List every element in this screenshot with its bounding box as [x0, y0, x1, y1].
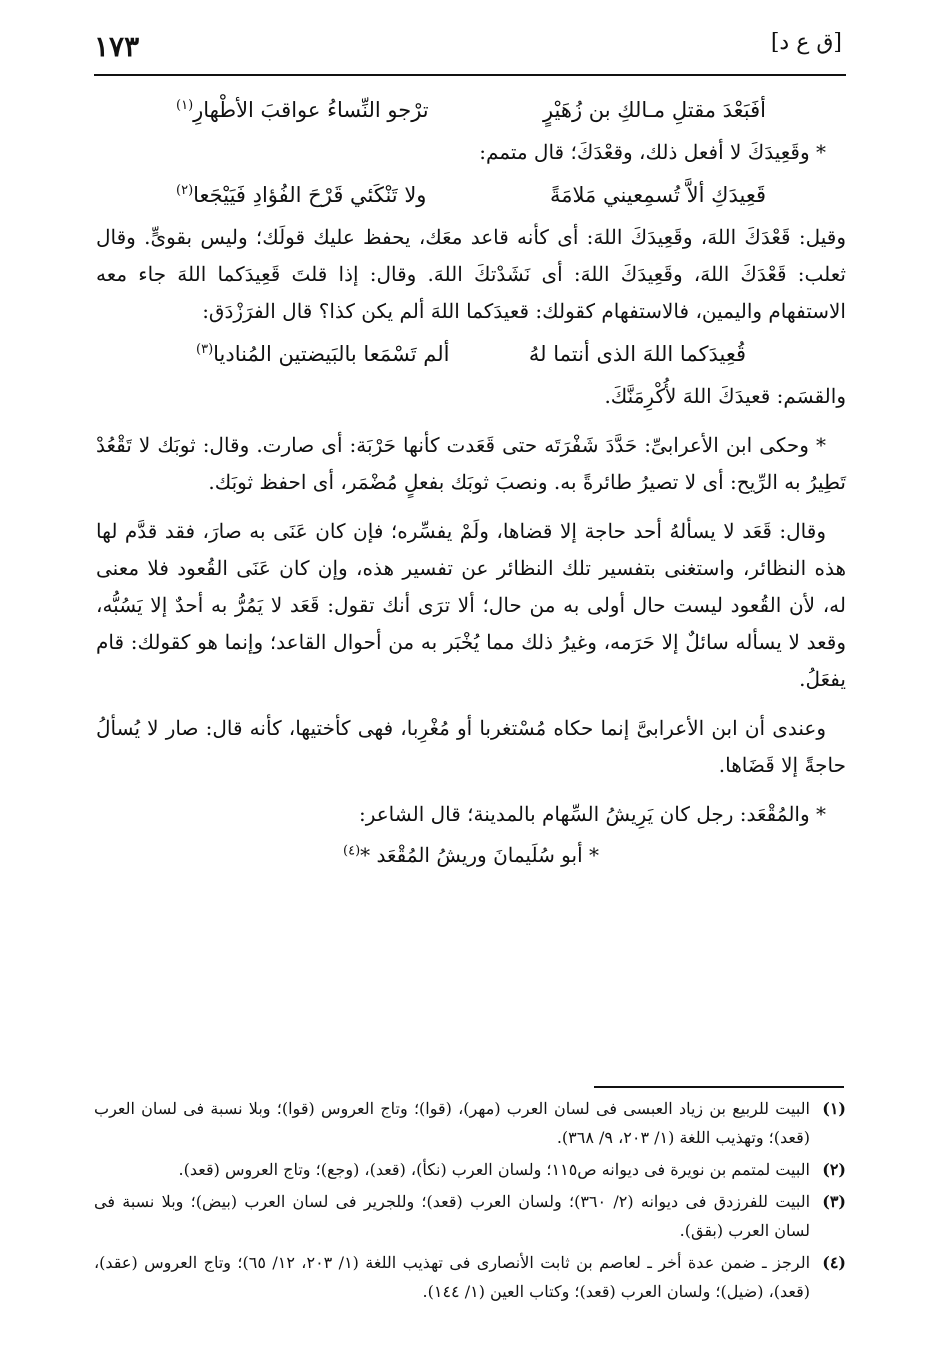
footnote-text: البيت للفرزدق فى ديوانه (٢/ ٣٦٠)؛ ولسان العرب (قعد)؛ وللجرير فى لسان العرب (بيض)؛ وبلا نسبة فى لسان العرب (بقق).	[94, 1192, 811, 1240]
verse-first-hemistich: أفَبَعْدَ مقتلِ مـالكِ بن زُهَيْرٍ	[542, 98, 766, 122]
footnote-rule	[594, 1086, 844, 1088]
running-header-root: [ق ع د]	[770, 30, 842, 55]
verse-line: * أبو سُلَيمانَ وريشُ المُقْعَد *$^{(٤)}$	[343, 843, 599, 867]
verse-first-hemistich: قَعِيدَكِ ألاَّ تُسمِعيني مَلامَةً	[550, 183, 766, 207]
footnote-number: (٢)	[822, 1160, 846, 1179]
verse-line	[96, 175, 846, 215]
footnotes	[94, 1094, 846, 1309]
paragraph: والقسَم: قعيدَكَ اللهَ لأُكْرِمَنَّكَ.	[604, 384, 846, 408]
paragraph: وقال: قَعَد لا يسألهُ أحد حاجة إلا قضاها، ولَمْ يفسِّره؛ فإن كان عَنَى به صارَ، فقد قدَّم لها هذه النظائر، واستغنى بتفسير تلك النظائر عن تفسير هذه، وإن كان عَنَى القُعود فلا معنى له، لأن القُعود ليست حال أولى به من حال؛ ألا ترَى أنك تقول: قَعَد لا يَمُرُّ به أحدٌ إلا يَسُبُّه، وقعد لا يسأله سائلٌ إلا حَرَمه، وغيرُ ذلك مما يُخْبَر به من أحوال القاعد؛ وإنما هو كقولك: قام يفعَلُ.	[96, 519, 846, 691]
footnote-text: الرجز ـ ضمن عدة أخر ـ لعاصم بن ثابت الأنصارى فى تهذيب اللغة (١/ ٢٠٣، ١٢/ ٦٥)؛ وتاج العروس (عقد)، (قعد)، (ضيل)؛ ولسان العرب (قعد)؛ وكتاب العين (١/ ١٤٤).	[94, 1253, 811, 1301]
footnote-marker: (١)	[176, 98, 194, 113]
footnote-text: البيت للربيع بن زياد العبسى فى لسان العرب (مهر)، (قوا)؛ وتاج العروس (قوا)؛ وبلا نسبة فى لسان العرب (قعد)؛ وتهذيب اللغة (١/ ٢٠٣، ٩/ ٣٦٨).	[94, 1099, 810, 1147]
paragraph: * والمُقْعَد: رجل كان يَرِيشُ السِّهام بالمدينة؛ قال الشاعر:	[358, 802, 826, 826]
footnote	[94, 1187, 846, 1245]
verse-second-hemistich: ترْجو النِّساءُ عواقبَ الأطْهارِ$^{(١)}$	[176, 98, 429, 122]
verse-line	[96, 334, 846, 374]
footnote-marker: (٣)	[196, 342, 214, 357]
paragraph: وعندى أن ابن الأعرابىَّ إنما حكاه مُسْتغربا أو مُغْرِبا، فهى كأختيها، كأنه قال: صار لا يُسألُ حاجةً إلا قَضَاها.	[96, 716, 846, 777]
footnote	[94, 1155, 846, 1184]
footnote-text: البيت لمتمم بن نويرة فى ديوانه ص١١٥؛ ولسان العرب (نكأ)، (قعد)، (وجع)؛ وتاج العروس (قعد).	[178, 1160, 810, 1179]
main-text	[96, 86, 846, 874]
paragraph: * وحكى ابن الأعرابىِّ: حَدَّدَ شَفْرَتَه حتى قَعَدت كأنها حَرْبَة: أى صارت. وقال: ثوبَك لا تَقْعُدْ تَطِيرُ به الرِّيح: أى لا تصيرُ طائرةً به. ونصبَ ثوبَك بفعلٍ مُضْمَر، أى احفظ ثوبَك.	[96, 433, 846, 494]
verse-line	[96, 90, 846, 130]
footnote-number: (٣)	[822, 1192, 846, 1211]
paragraph: * وقَعِيدَكَ لا أفعل ذلك، وقعْدَكَ؛ قال متمم:	[479, 140, 826, 164]
footnote-marker: (٤)	[343, 843, 361, 859]
page-number: ١٧٣	[94, 30, 140, 63]
footnote	[94, 1248, 846, 1306]
footnote-number: (٤)	[822, 1253, 846, 1272]
footnote-number: (١)	[822, 1099, 846, 1118]
header-rule	[94, 74, 846, 76]
paragraph: وقيل: قَعْدَكَ اللهَ، وقَعِيدَكَ اللهَ: أى كأنه قاعد معَك، يحفظ عليك قولَك؛ وليس بقوىٍّ. وقال ثعلب: قَعْدَكَ اللهَ، وقَعِيدَكَ اللهَ: أى نَشَدْتكَ اللهَ. وقال: إذا قلتَ قَعِيدَكما اللهَ جاء معه الاستفهام واليمين، فالاستفهام كقولك: قعيدَكما اللهَ ألم يكن كذا؟ قال الفرَزْدَق:	[96, 225, 846, 323]
verse-first-hemistich: قُعِيدَكما اللهَ الذى أنتما لهُ	[528, 342, 746, 366]
footnote-marker: (٢)	[176, 183, 194, 198]
footnote	[94, 1094, 846, 1152]
verse-second-hemistich: ولا تَنْكَئي قَرْحَ الفُؤادِ فَيَيْجَعا$^{(٢)}$	[176, 183, 427, 207]
verse-second-hemistich: ألم تَسْمَعا بالبَيضتين المُناديا$^{(٣)}$	[196, 342, 450, 366]
